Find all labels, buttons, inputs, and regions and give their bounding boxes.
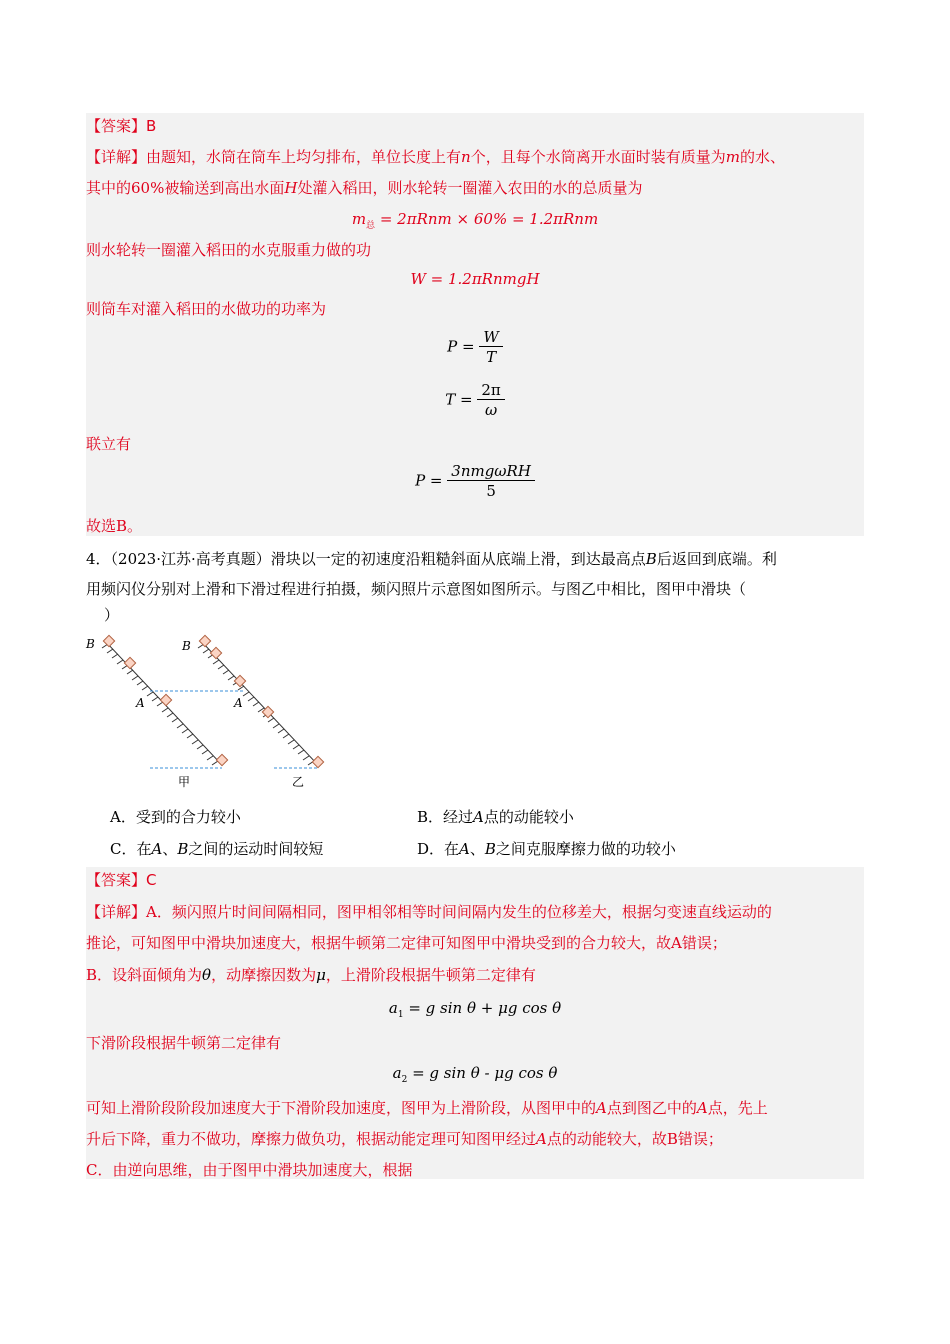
detail-text: A．频闪照片时间间隔相同，图甲相邻相等时间间隔内发生的位移差大，根据匀变速直线运动的 xyxy=(146,903,772,921)
option-text: D．在 xyxy=(417,840,460,858)
detail-text: ，动摩擦因数为 xyxy=(211,966,317,984)
var-A: A xyxy=(696,1099,708,1117)
caption-jia: 甲 xyxy=(178,775,191,789)
var-A: A xyxy=(459,840,470,858)
option-B[interactable] xyxy=(417,807,574,827)
slider-block xyxy=(160,694,171,705)
answer-label: 【答案】 xyxy=(86,871,147,889)
right-incline xyxy=(198,642,318,765)
option-C[interactable] xyxy=(110,839,323,859)
label-A-right: A xyxy=(234,696,243,710)
equation-a2 xyxy=(86,1063,864,1090)
detail-text: 其中的 xyxy=(86,179,132,197)
detail2-line-6 xyxy=(86,1129,723,1149)
detail-line-1 xyxy=(86,147,785,167)
question-4-line-2: 用频闪仪分别对上滑和下滑过程进行拍摄，频闪照片示意图如图所示。与图乙中相比，图甲中滑块（ xyxy=(86,580,747,598)
frac-num: 2π xyxy=(481,381,501,399)
eq-var: a xyxy=(392,1064,402,1082)
fraction xyxy=(479,328,502,367)
detail-line-4: 则筒车对灌入稻田的水做功的功率为 xyxy=(86,300,327,318)
detail-text: ，上滑阶段根据牛顿第二定律有 xyxy=(325,966,536,984)
option-text: 、 xyxy=(469,840,485,858)
eq-var: m xyxy=(351,210,367,228)
var-m: m xyxy=(725,148,740,166)
slider-block xyxy=(234,675,245,686)
label-A-left: A xyxy=(136,696,145,710)
detail2-line-2: 推论，可知图甲中滑块加速度大，根据牛顿第二定律可知图甲中滑块受到的合力较大，故A错误； xyxy=(86,934,727,952)
eq-rhs: = g sin θ - μg cos θ xyxy=(407,1064,558,1082)
answer-label: 【答案】 xyxy=(86,117,147,135)
frac-den: ω xyxy=(477,399,504,420)
var-B: B xyxy=(177,840,189,858)
frac-den: T xyxy=(479,346,502,367)
slider-block xyxy=(216,754,227,765)
answer-line-2 xyxy=(86,870,157,890)
option-text: 之间克服摩擦力做的功较小 xyxy=(495,840,676,858)
eq-sub: 1 xyxy=(397,1010,404,1020)
detail2-line-3 xyxy=(86,965,536,985)
frac-num: W xyxy=(483,328,499,346)
detail-text: 60% xyxy=(131,179,165,197)
question-text: 后返回到底端。利 xyxy=(656,550,777,568)
var-B: B xyxy=(484,840,496,858)
detail-label: 【详解】 xyxy=(86,148,147,166)
frac-num: 3nmgωRH xyxy=(451,462,531,480)
option-A-text: A．受到的合力较小 xyxy=(110,808,241,826)
eq-lhs: T = xyxy=(445,390,473,409)
eq-var: a xyxy=(388,999,398,1017)
detail-text: 处灌入稻田，则水轮转一圈灌入农田的水的总质量为 xyxy=(297,179,643,197)
fraction xyxy=(447,462,535,501)
equation-power-final xyxy=(86,462,864,501)
question-4-line-3: ） xyxy=(104,606,120,624)
eq-lhs: P = xyxy=(415,471,443,490)
question-source: （2023·江苏·高考真题） xyxy=(110,550,271,568)
left-incline xyxy=(102,642,222,765)
equation-a1 xyxy=(86,998,864,1025)
incline-figure xyxy=(84,632,334,792)
option-text: C．在 xyxy=(110,840,152,858)
eq-W: W = 1.2πRnmgH xyxy=(410,270,540,288)
option-A[interactable] xyxy=(110,807,241,827)
var-A: A xyxy=(596,1099,607,1117)
detail-text: 点，先上 xyxy=(707,1099,768,1117)
var-mu: μ xyxy=(316,966,326,984)
equation-period xyxy=(86,381,864,420)
detail2-line-7: C．由逆向思维，由于图甲中滑块加速度大，根据 xyxy=(86,1161,413,1179)
answer-line-1 xyxy=(86,116,156,136)
eq-rhs: = 2πRnm × 60% = 1.2πRnm xyxy=(375,210,599,228)
detail-text: 可知上滑阶段阶段加速度大于下滑阶段加速度，图甲为上滑阶段，从图甲中的 xyxy=(86,1099,597,1117)
var-n: n xyxy=(461,148,471,166)
option-text: B．经过 xyxy=(417,808,474,826)
option-text: 之间的运动时间较短 xyxy=(188,840,324,858)
detail-text: 点的动能较大，故B错误； xyxy=(546,1130,723,1148)
eq-sub: 2 xyxy=(401,1075,408,1085)
var-B: B xyxy=(645,550,657,568)
detail2-line-1 xyxy=(86,902,772,922)
detail-text: 升后下降，重力不做功，摩擦力做负功，根据动能定理可知图甲经过 xyxy=(86,1130,537,1148)
question-4-line-1 xyxy=(86,549,777,569)
fraction xyxy=(477,381,504,420)
slider-block xyxy=(199,635,210,646)
detail-line-2 xyxy=(86,178,642,198)
detail-text: 由题知，水筒在筒车上均匀排布，单位长度上有 xyxy=(146,148,462,166)
detail-line-5: 联立有 xyxy=(86,435,132,453)
var-A: A xyxy=(151,840,163,858)
var-theta: θ xyxy=(202,966,212,984)
equation-mass xyxy=(86,209,864,236)
detail-label: 【详解】 xyxy=(86,903,147,921)
detail-line-6: 故选B。 xyxy=(86,517,143,535)
detail-text: 个，且每个水筒离开水面时装有质量为 xyxy=(470,148,726,166)
caption-yi: 乙 xyxy=(292,775,305,789)
detail2-line-4: 下滑阶段根据牛顿第二定律有 xyxy=(86,1034,282,1052)
slider-block xyxy=(103,635,114,646)
answer-value: B xyxy=(146,117,157,135)
option-text: 点的动能较小 xyxy=(483,808,574,826)
var-A: A xyxy=(536,1130,547,1148)
eq-lhs: P = xyxy=(447,337,475,356)
detail2-line-5 xyxy=(86,1098,768,1118)
slider-block xyxy=(124,657,135,668)
detail-text: 的水、 xyxy=(739,148,785,166)
eq-rhs: = g sin θ + μg cos θ xyxy=(403,999,562,1017)
detail-text: B．设斜面倾角为 xyxy=(86,966,203,984)
label-B-right: B xyxy=(182,639,191,653)
question-text: 滑块以一定的初速度沿粗糙斜面从底端上滑，到达最高点 xyxy=(270,550,646,568)
option-D[interactable] xyxy=(417,839,676,859)
var-H: H xyxy=(284,179,298,197)
detail-text: 被输送到高出水面 xyxy=(164,179,285,197)
label-B-left: B xyxy=(86,637,95,651)
question-number: 4． xyxy=(86,550,111,568)
eq-sub: 总 xyxy=(366,221,376,231)
frac-den: 5 xyxy=(447,480,535,501)
var-A: A xyxy=(473,808,484,826)
answer-value: C xyxy=(146,871,157,889)
slider-block xyxy=(210,647,221,658)
slider-block xyxy=(312,756,323,767)
equation-power xyxy=(86,328,864,367)
detail-text: 点到图乙中的 xyxy=(606,1099,697,1117)
detail-line-3: 则水轮转一圈灌入稻田的水克服重力做的功 xyxy=(86,241,372,259)
equation-work xyxy=(86,269,864,289)
option-text: 、 xyxy=(162,840,178,858)
